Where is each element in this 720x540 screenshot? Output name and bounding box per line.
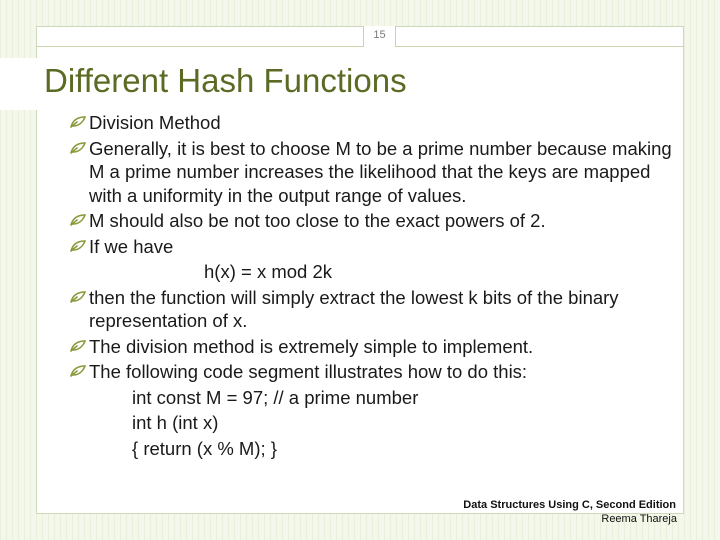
slide-number: 15 xyxy=(363,26,396,47)
footer-book-title: Data Structures Using C, Second Edition xyxy=(463,499,676,511)
slide-title: Different Hash Functions xyxy=(44,62,407,99)
leaf-bullet-icon xyxy=(70,142,86,154)
bullet-item xyxy=(70,235,680,259)
bullet-text: then the function will simply extract the lowest k bits of the binary representation of x. xyxy=(89,286,619,331)
bullet-text: The following code segment illustrates how to do this: xyxy=(89,361,528,382)
bullet-item xyxy=(70,286,680,333)
bullet-text: The division method is extremely simple to implement. xyxy=(89,335,534,357)
code-line: int h (int x) xyxy=(132,412,219,433)
frame-divider xyxy=(36,46,684,47)
leaf-bullet-icon xyxy=(70,291,86,303)
bullet-text: M should also be not too close to the exact powers of 2. xyxy=(89,210,546,231)
bullet-text: Division Method xyxy=(89,112,221,133)
leaf-bullet-icon xyxy=(70,340,86,352)
formula-line: h(x) = x mod 2k xyxy=(204,261,333,282)
bullet-text: Generally, it is best to choose M to be a prime number because making M a prime number increases the likelihood that the keys are mapped with a uniformity in the output range of values. xyxy=(89,137,672,206)
leaf-bullet-icon xyxy=(70,365,86,377)
bullet-item xyxy=(70,335,680,359)
code-line: { return (x % M); } xyxy=(132,437,277,459)
bullet-item xyxy=(70,360,680,384)
bullet-text: If we have xyxy=(89,235,174,257)
code-line: int const M = 97; // a prime number xyxy=(132,386,419,408)
leaf-bullet-icon xyxy=(70,240,86,252)
slide-body xyxy=(70,111,680,462)
bullet-item xyxy=(70,111,680,135)
bullet-item xyxy=(70,137,680,208)
bullet-item xyxy=(70,209,680,233)
leaf-bullet-icon xyxy=(70,116,86,128)
leaf-bullet-icon xyxy=(70,214,86,226)
footer-author: Reema Thareja xyxy=(601,513,677,525)
